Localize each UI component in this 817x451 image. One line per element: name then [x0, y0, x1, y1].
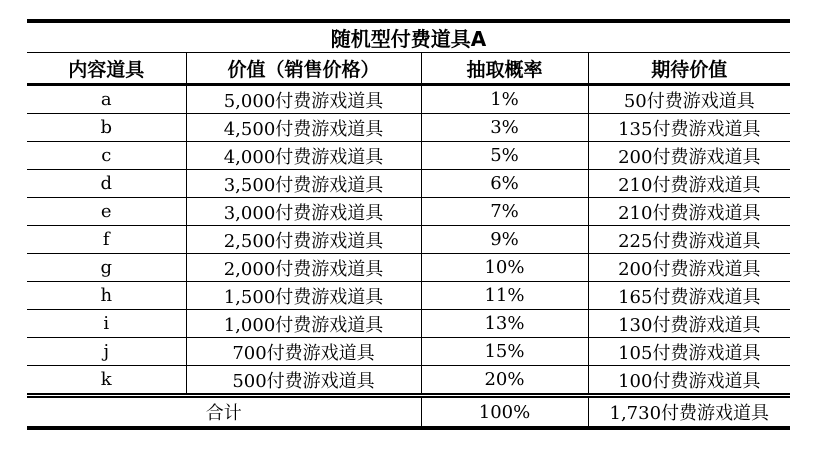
paid-item-table [27, 19, 790, 430]
cell-probability: 6% [421, 170, 588, 198]
cell-item: e [27, 198, 186, 226]
table-header-row [27, 53, 790, 85]
cell-item: d [27, 170, 186, 198]
cell-item: a [27, 85, 186, 114]
table-row [27, 366, 790, 396]
total-expected: 1,730付费游戏道具 [588, 396, 790, 429]
table-row [27, 170, 790, 198]
cell-item: j [27, 338, 186, 366]
cell-item: b [27, 114, 186, 142]
cell-expected: 130付费游戏道具 [588, 310, 790, 338]
cell-value: 1,500付费游戏道具 [186, 282, 421, 310]
table-title: 随机型付费道具A [27, 21, 790, 53]
table-row [27, 282, 790, 310]
cell-item: k [27, 366, 186, 396]
cell-expected: 105付费游戏道具 [588, 338, 790, 366]
cell-expected: 225付费游戏道具 [588, 226, 790, 254]
cell-value: 5,000付费游戏道具 [186, 85, 421, 114]
cell-probability: 15% [421, 338, 588, 366]
cell-item: i [27, 310, 186, 338]
cell-value: 700付费游戏道具 [186, 338, 421, 366]
cell-item: f [27, 226, 186, 254]
cell-probability: 3% [421, 114, 588, 142]
column-header-item: 内容道具 [27, 53, 186, 85]
column-header-probability: 抽取概率 [421, 53, 588, 85]
cell-expected: 200付费游戏道具 [588, 254, 790, 282]
table-row [27, 254, 790, 282]
table-head [27, 21, 790, 85]
table-total-row [27, 396, 790, 429]
total-probability: 100% [421, 396, 588, 429]
cell-probability: 20% [421, 366, 588, 396]
cell-expected: 135付费游戏道具 [588, 114, 790, 142]
column-header-value: 价值（销售价格） [186, 53, 421, 85]
cell-expected: 100付费游戏道具 [588, 366, 790, 396]
table-row [27, 310, 790, 338]
column-header-expected: 期待价值 [588, 53, 790, 85]
table-row [27, 114, 790, 142]
total-label: 合计 [27, 396, 421, 429]
cell-value: 4,500付费游戏道具 [186, 114, 421, 142]
table-row [27, 85, 790, 114]
cell-value: 4,000付费游戏道具 [186, 142, 421, 170]
cell-expected: 200付费游戏道具 [588, 142, 790, 170]
cell-probability: 1% [421, 85, 588, 114]
table-row [27, 142, 790, 170]
cell-probability: 7% [421, 198, 588, 226]
cell-value: 2,000付费游戏道具 [186, 254, 421, 282]
cell-probability: 5% [421, 142, 588, 170]
cell-expected: 210付费游戏道具 [588, 198, 790, 226]
cell-expected: 50付费游戏道具 [588, 85, 790, 114]
cell-item: g [27, 254, 186, 282]
cell-probability: 11% [421, 282, 588, 310]
table-body [27, 85, 790, 396]
table-row [27, 226, 790, 254]
cell-item: c [27, 142, 186, 170]
cell-item: h [27, 282, 186, 310]
cell-probability: 13% [421, 310, 588, 338]
cell-probability: 9% [421, 226, 588, 254]
cell-value: 3,000付费游戏道具 [186, 198, 421, 226]
table-row-total [27, 396, 790, 429]
cell-value: 1,000付费游戏道具 [186, 310, 421, 338]
cell-value: 2,500付费游戏道具 [186, 226, 421, 254]
cell-expected: 210付费游戏道具 [588, 170, 790, 198]
cell-expected: 165付费游戏道具 [588, 282, 790, 310]
cell-probability: 10% [421, 254, 588, 282]
table-title-row [27, 21, 790, 53]
table-row [27, 338, 790, 366]
cell-value: 500付费游戏道具 [186, 366, 421, 396]
table-row [27, 198, 790, 226]
cell-value: 3,500付费游戏道具 [186, 170, 421, 198]
